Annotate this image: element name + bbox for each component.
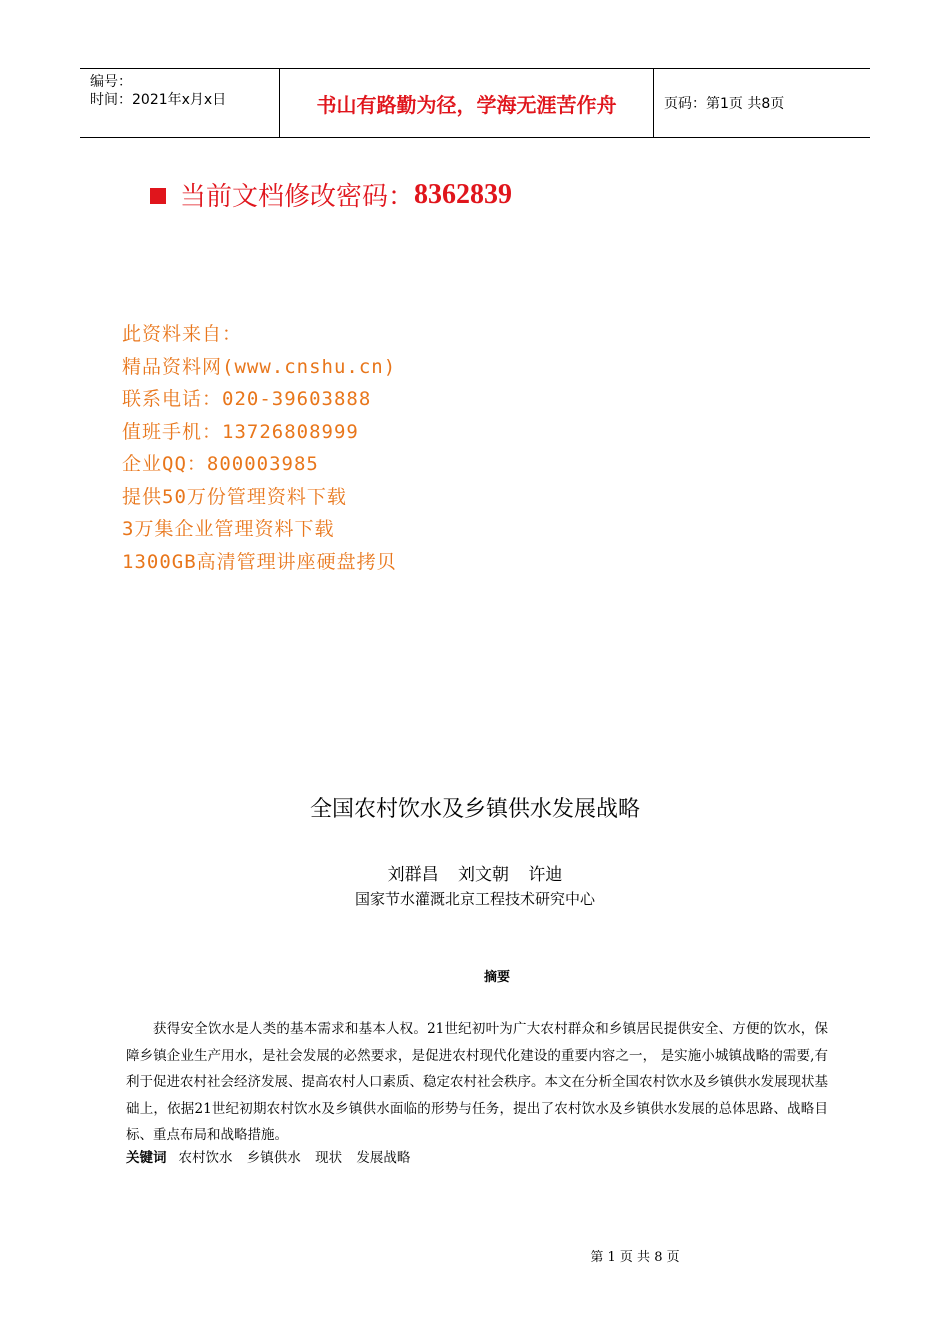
header-page-info: 页码：第1页 共8页 bbox=[664, 96, 785, 112]
source-line: 联系电话：020-39603888 bbox=[122, 388, 372, 410]
abstract-heading: 摘要 bbox=[483, 970, 510, 985]
source-line: 此资料来自： bbox=[122, 323, 243, 345]
password-line bbox=[150, 176, 512, 213]
keywords-list: 农村饮水 乡镇供水 现状 发展战略 bbox=[178, 1150, 411, 1166]
time-label: 时间：2021年x月x日 bbox=[90, 92, 227, 108]
password-label: 当前文档修改密码： bbox=[180, 182, 415, 212]
source-line: 精品资料网(www.cnshu.cn) bbox=[122, 355, 397, 378]
abstract-body: 获得安全饮水是人类的基本需求和基本人权。21世纪初叶为广大农村群众和乡镇居民提供安全、方便的饮水，保障乡镇企业生产用水，是社会发展的必然要求，是促进农村现代化建设的重要内容之一， 是实施小城镇战略的需要,有利于促进农村社会经济发展、提高农村人口素质、稳定农村社会秩序。本文在分析全国农村饮水及乡镇供水发展现状基础上，依据21世纪初期农村饮水及乡镇供水面临的形势与任务，提出了农村饮水及乡镇供水发展的总体思路、战略目标、重点布局和战略措施。 bbox=[126, 1021, 828, 1143]
article-affiliation: 国家节水灌溉北京工程技术研究中心 bbox=[354, 890, 595, 908]
article-title: 全国农村饮水及乡镇供水发展战略 bbox=[309, 797, 640, 822]
keywords-label: 关键词 bbox=[126, 1150, 167, 1166]
page-footer: 第 1 页 共 8 页 bbox=[590, 1250, 680, 1265]
number-label: 编号： bbox=[90, 74, 132, 90]
source-info-block bbox=[122, 318, 397, 578]
source-line: 提供50万份管理资料下载 bbox=[122, 485, 347, 508]
source-line: 3万集企业管理资料下载 bbox=[122, 518, 335, 540]
source-line: 1300GB高清管理讲座硬盘拷贝 bbox=[122, 550, 397, 573]
header-motto: 书山有路勤为径，学海无涯苦作舟 bbox=[280, 69, 654, 137]
source-line: 值班手机：13726808999 bbox=[122, 420, 359, 443]
square-bullet-icon bbox=[150, 188, 166, 204]
source-line: 企业QQ：800003985 bbox=[122, 453, 319, 475]
document-header bbox=[80, 68, 870, 138]
password-code: 8362839 bbox=[414, 178, 513, 210]
article-authors: 刘群昌 刘文朝 许迪 bbox=[387, 865, 563, 885]
keywords-line bbox=[126, 1146, 410, 1166]
header-meta bbox=[80, 69, 280, 137]
